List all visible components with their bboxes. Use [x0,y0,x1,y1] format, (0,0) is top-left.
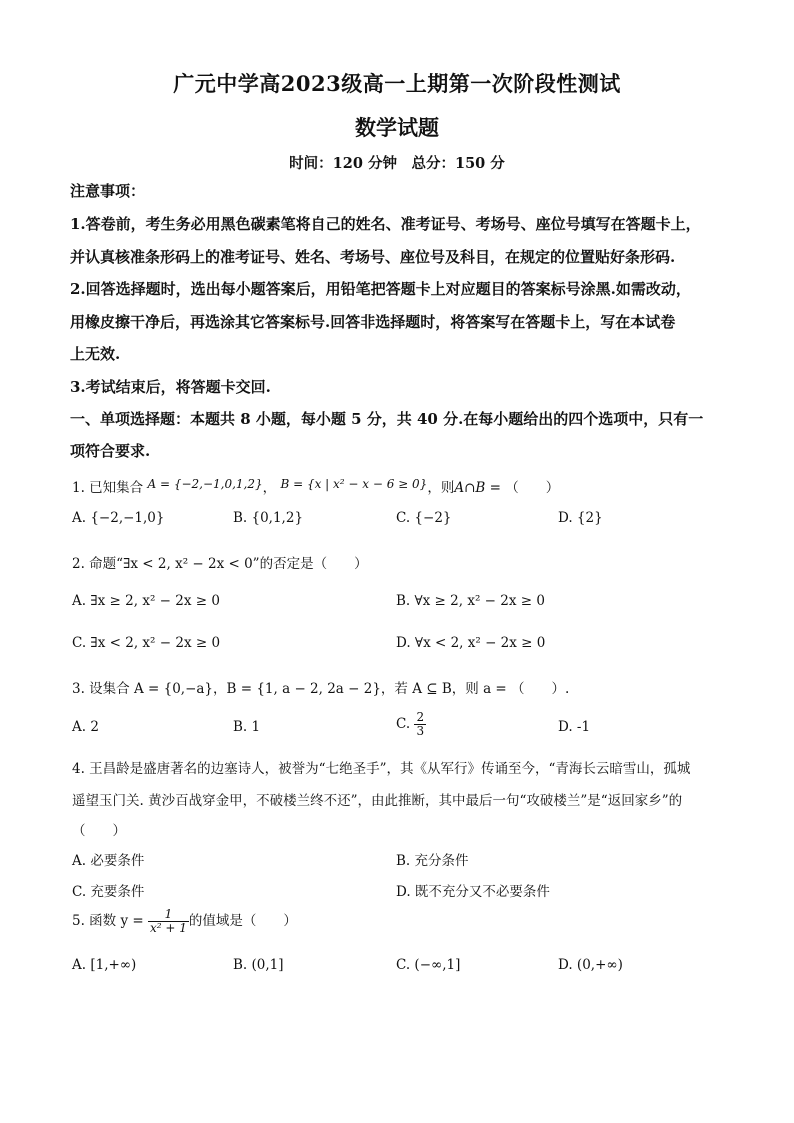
q1-option-c: C. {−2} [396,510,452,526]
question-4-line-2: 遥望玉门关. 黄沙百战穿金甲，不破楼兰终不还”，由此推断，其中最后一句“攻破楼兰”是“返回家乡”的 [72,793,683,809]
q4-option-c: C. 充要条件 [72,884,145,900]
notice-line-3: 2.回答选择题时，选出每小题答案后，用铅笔把答题卡上对应题目的答案标号涂黑.如需改动， [70,280,691,298]
q1-stem-b: ，则 [427,480,455,496]
q3-frac-numerator: 2 [416,710,425,724]
q5-stem-a: 5. 函数 y = [72,913,144,929]
exam-time-score: 时间：120 分钟 总分：150 分 [289,155,505,172]
exam-title: 广元中学高2023级高一上期第一次阶段性测试 [173,71,621,96]
q5-frac-denominator: x² + 1 [150,921,187,935]
section1-line-1: 一、单项选择题：本题共 8 小题，每小题 5 分，共 40 分.在每小题给出的四个选项中，只有一 [70,410,704,428]
section1-line-2: 项符合要求. [70,442,151,460]
notice-line-1: 1.答卷前，考生务必用黑色碳素笔将自己的姓名、准考证号、考场号、座位号填写在答题卡上， [70,215,701,233]
question-4-line-3: （ ） [72,823,126,839]
q4-option-b: B. 充分条件 [396,853,469,869]
q2-option-d: D. ∀x < 2, x² − 2x ≥ 0 [396,635,546,651]
notice-line-2: 并认真核准条形码上的准考证号、姓名、考场号、座位号及科目，在规定的位置贴好条形码. [70,248,676,266]
notice-line-5: 上无效. [70,345,121,363]
q3-frac-denominator: 3 [416,724,425,738]
notice-line-6: 3.考试结束后，将答题卡交回. [70,378,271,396]
q5-stem-b: 的值域是（ ） [188,913,297,929]
q2-option-c: C. ∃x < 2, x² − 2x ≥ 0 [72,635,221,651]
q1-expr: A∩B [454,480,486,496]
q2-option-b: B. ∀x ≥ 2, x² − 2x ≥ 0 [396,593,545,609]
q5-option-b: B. (0,1] [233,957,284,973]
q1-stem-c: = （ ） [485,480,560,496]
q3-option-c [396,711,426,738]
q1-stem-a: 1. 已知集合 [72,480,144,496]
q1-option-b: B. {0,1,2} [233,510,304,526]
notice-heading: 注意事项： [70,182,146,200]
question-4-line-1: 4. 王昌龄是盛唐著名的边塞诗人，被誉为“七绝圣手”，其《从军行》传诵至今，“青海长云暗雪山，孤城 [72,761,691,777]
q1-option-d: D. {2} [558,510,603,526]
q3-option-b: B. 1 [233,719,261,735]
q3-option-c-fraction [414,711,426,738]
question-2-stem: 2. 命题“∃x < 2, x² − 2x < 0”的否定是（ ） [72,556,368,572]
q1-comma: ， [262,480,277,496]
q3-option-d: D. -1 [558,719,591,735]
q5-option-a: A. [1,+∞) [72,957,137,973]
notice-line-4: 用橡皮擦干净后，再选涂其它答案标号.回答非选择题时，将答案写在答题卡上，写在本试卷 [70,313,676,331]
question-5-stem [72,908,297,935]
q5-fraction [148,908,189,935]
q4-option-a: A. 必要条件 [72,853,145,869]
q1-set-b: B = {x | x² − x − 6 ≥ 0} [280,477,428,491]
q4-option-d: D. 既不充分又不必要条件 [396,884,550,900]
q1-option-a: A. {−2,−1,0} [72,510,165,526]
question-3-stem: 3. 设集合 A = {0,−a}，B = {1, a − 2, 2a − 2}，若 A ⊆ B，则 a = （ ）. [72,681,570,697]
q5-option-c: C. (−∞,1] [396,957,461,973]
q3-option-c-label: C. [396,716,411,732]
q5-option-d: D. (0,+∞) [558,957,623,973]
q5-frac-numerator: 1 [148,908,189,922]
q2-option-a: A. ∃x ≥ 2, x² − 2x ≥ 0 [72,593,220,609]
question-1-stem [72,476,559,496]
exam-subject: 数学试题 [355,115,439,140]
q1-set-a: A = {−2,−1,0,1,2} [147,477,263,491]
q3-option-a: A. 2 [72,719,99,735]
